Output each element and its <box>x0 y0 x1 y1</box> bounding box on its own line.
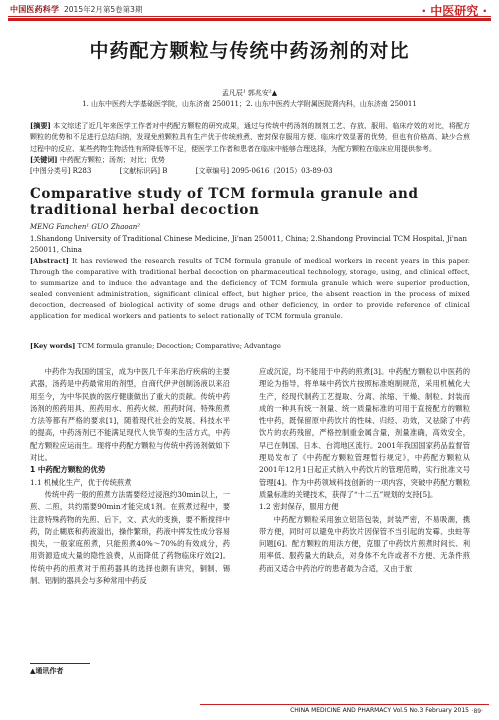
affiliation-cn: 1. 山东中医药大学基础医学院，山东济南 250011；2. 山东中医药大学附属医院肾内科，山东济南 250011 <box>82 100 417 108</box>
footnote-rule <box>30 663 90 664</box>
column-label: 中医研究 <box>430 4 479 18</box>
section-heading: 1 中药配方颗粒的优势 <box>30 465 106 475</box>
abstract-cn-text: 本文综述了近几年来医学工作者对中药配方颗粒的研究成果，通过与传统中药汤剂的制剂工艺、存放、服用、临床疗效的对比，将配方颗粒的优势和不足进行总结归纳，发现免煎颗粒具有生产优于传统煎煮、密封保存服用方便、临床疗效显著的优势，但也有价格高、缺少合煎过程中的反应、某些药物生物活性有所降低等不足，便医学工作者和患者在临床中能够合理选择，为配方颗粒在临床应用提供参考。 <box>30 122 470 153</box>
article-number: [文章编号] 2095-0616（2015）03-89-03 <box>195 167 333 175</box>
authors-en: MENG Fanchen¹ GUO Zhaoan² <box>30 223 141 231</box>
abstract-cn-label: [摘要] <box>30 121 51 130</box>
keywords-cn-label: [关键词] <box>30 155 58 164</box>
body-paragraph: 应或沉淀，均不能用于中药的煎煮[3]。中药配方颗粒以中医药的理论为指导，将单味中药饮片按照标准炮制规范，采用机械化大生产，经现代制药工艺提取、分离、浓缩、干燥、制粒、封装而成的一种具有统一剂量、统一质量标准的可用于直接配方的颗粒性中药，既保留原中药饮片的性味、归经、功效，又祛除了中药饮片的农药残留，严格控制重金属含量，剂量准确，高效安全，早已在韩国、日本、台湾地区流行。2001年我国国家药品监督管理局发布了《中药配方颗粒管理暂行规定》，中药配方颗粒从2001年12月1日起正式纳入中药饮片的管理范畴，实行批准文号管理[4]。作为中药领域科技创新的一项内容，突破中药配方颗粒质量标准的关键技术，获得了“十二五”规划的支持[5]。 <box>259 367 470 499</box>
clc-number: [中图分类号] R283 <box>30 167 92 175</box>
body-left-column <box>30 366 230 587</box>
affiliation-en: 1.Shandong University of Traditional Chinese Medicine, Ji'nan 250011, China; 2.Shandong Provincial TCM Hospital, Ji'nan 250011, China <box>30 235 467 254</box>
abstract-en-text: It has reviewed the research results of TCM formula granule of medical workers in recent years in this paper. Through the comparative with traditional herbal decoction on pharmaceutical technology, storage, using, and clinical effect, to summarize and to induce the advantage and the deficiency of TCM formula granule which were superior production, sealed convenient administration, significant clinical effect, but higher price, the absent reaction in the process of mixed decoction, decreased of biological activity of some drugs and other deficiency, in order to provide reference of clinical application for medical workers and patients to select rationally of TCM formula granule. <box>30 257 470 320</box>
article-title-cn: 中药配方颗粒与传统中药汤剂的对比 <box>89 40 410 62</box>
subsection-heading: 1.2 密封保存，服用方便 <box>259 502 339 512</box>
page-number: ·89· <box>471 708 483 715</box>
column-dot-right: · <box>482 4 487 18</box>
body-paragraph: 传统中药一般的煎煮方法需要经过浸泡约30min以上，一煎、二煎，共约需要90min才能完成1剂。在煎煮过程中，要注意特殊药物的先煎、后下，文、武火的变换，要不断搅拌中药，防止糊底和药液溢出，操作繁琐，药液中挥发性成分容易损失，一般家庭煎煮，只能煎煮40%～70%的有效成分，药用资源造成大量的隐性浪费，从而降低了药物临床疗效[2]。传统中药的煎煮对于煎药器具的选择也颇有讲究，铜制、锡制、铝制的器具会与多种常用中药反 <box>30 489 230 586</box>
abstract-cn <box>30 120 470 155</box>
keywords-cn-text: 中药配方颗粒；汤剂；对比；优势 <box>59 156 165 164</box>
journal-name: 中国医药科学 <box>10 5 60 14</box>
header-rule-thin <box>8 16 491 17</box>
classification-line <box>30 166 470 176</box>
body-paragraph: 中药作为我国的国宝，成为中医几千年来治疗疾病的主要武器，汤药是中药最常用的剂型，自商代伊尹创制汤液以来沿用至今，为中华民族的医疗健康做出了重大的贡献。传统中药汤剂的煎药用具、煎药用水、煎药火候、煎药时间、特殊煎煮方法等都有严格的要求[1]，随着现代社会的发展、科技水平的提高，中药汤剂已不能满足现代人快节奏的生活方式，中药配方颗粒应运而生。现将中药配方颗粒与传统中药汤剂做如下对比。 <box>30 367 230 463</box>
issue-info: 2015年2月第5卷第3期 <box>64 5 143 14</box>
footer-rule <box>200 704 489 705</box>
abstract-en-label: [Abstract] <box>30 257 70 265</box>
column-dot-left: · <box>421 4 427 18</box>
document-code: [文献标识码] B <box>119 167 168 175</box>
subsection-heading: 1.1 机械化生产，优于传统煎煮 <box>30 477 132 487</box>
keywords-en <box>30 342 470 350</box>
corresponding-author-note: ▲通讯作者 <box>30 666 64 675</box>
article-title-en: Comparative study of TCM formula granule and traditional herbal decoction <box>30 186 419 218</box>
keywords-cn <box>30 155 470 165</box>
authors-cn: 孟凡辰¹ 郭兆安²▲ <box>221 89 278 97</box>
body-paragraph: 中药配方颗粒采用独立铝箔包装，封装严密，不易吸潮，携带方便，同时可以避免中药饮片因保管不当引起的发霉、虫蛀等问题[6]。配方颗粒的用法方便，克服了中药饮片煎煮时间长、利用率低、服药量大的缺点，对身体不允许或者不方便、无条件煎药而又适合中药治疗的患者最为合适，又由于旅 <box>259 514 470 573</box>
abstract-en <box>30 256 470 321</box>
header-rule-thick <box>8 18 491 21</box>
keywords-en-text: TCM formula granule; Decoction; Comparative; Advantage <box>77 342 281 350</box>
footer-journal-info: CHINA MEDICINE AND PHARMACY Vol.5 No.3 February 2015 <box>290 707 469 714</box>
keywords-en-label: [Key words] <box>30 342 76 350</box>
body-right-column <box>259 366 470 575</box>
